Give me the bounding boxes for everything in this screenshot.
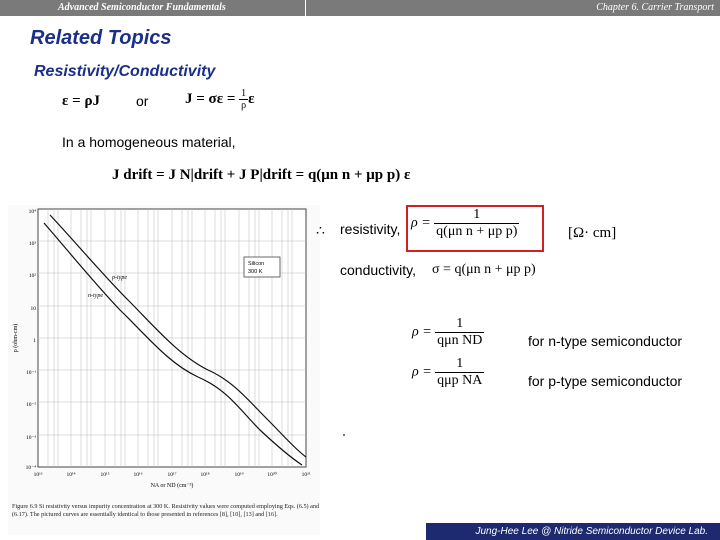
ptype-formula: ρ = $\frac{1}{\text{qμp NA}}$ [412, 356, 483, 388]
page-title: Related Topics [30, 27, 172, 49]
y-tick: 10⁴ [28, 209, 36, 215]
stray-dot [343, 434, 345, 436]
resistivity-label: resistivity, [340, 221, 401, 237]
resistivity-chart [8, 205, 320, 503]
homogeneous-text: In a homogeneous material, [62, 134, 236, 150]
x-axis-label: NA or ND (cm⁻³) [150, 483, 194, 489]
x-tick: 10¹⁷ [167, 472, 177, 478]
x-tick: 10¹⁹ [234, 472, 244, 478]
drift-current-equation: J drift = J N|drift + J P|drift = q(μn n + μp p) ε [112, 167, 411, 183]
legend-temp: 300 K [248, 269, 263, 275]
course-title: Advanced Semiconductor Fundamentals [58, 2, 226, 13]
y-tick: 10⁻¹ [25, 370, 36, 376]
resistivity-figure [8, 205, 320, 535]
conductivity-label: conductivity, [340, 262, 416, 278]
footer-credit: Jung-Hee Lee @ Nitride Semiconductor Device Lab. [475, 526, 708, 537]
or-text: or [136, 93, 149, 109]
y-tick: 1 [33, 338, 36, 344]
x-tick: 10¹³ [33, 472, 43, 478]
figure-caption: Figure 6.9 Si resistivity versus impurity concentration at 300 K. Resistivity values were computed employing Eqs. (6.5) and (6.17). The pictured curves are essentially identical to those presented in references [8], [10], [13] and [16]. [12, 503, 320, 518]
header-right-bar [306, 0, 720, 16]
therefore-symbol: ∴ [316, 222, 325, 238]
ptype-label: for p-type semiconductor [528, 373, 683, 389]
header-left-bar [0, 0, 305, 16]
ntype-label: n-type [88, 293, 103, 299]
section-subtitle: Resistivity/Conductivity [34, 63, 216, 80]
y-tick: 10⁻⁴ [25, 465, 36, 471]
ntype-formula: ρ = $\frac{1}{\text{qμn ND}}$ [412, 316, 483, 348]
y-tick: 10² [28, 273, 36, 279]
y-tick: 10 [30, 306, 36, 312]
x-tick: 10¹⁸ [200, 472, 210, 478]
y-tick: 10³ [28, 241, 36, 247]
x-tick: 10²¹ [301, 472, 311, 478]
resistivity-unit: [Ω· cm] [568, 225, 617, 241]
chapter-title: Chapter 6. Carrier Transport [596, 2, 714, 13]
x-tick: 10²⁰ [267, 472, 277, 478]
legend-silicon: Silicon [248, 261, 265, 267]
x-tick: 10¹⁵ [100, 472, 110, 478]
y-tick: 10⁻² [25, 402, 36, 408]
x-tick: 10¹⁴ [66, 472, 76, 478]
ptype-label: p-type [112, 275, 127, 281]
ntype-label: for n-type semiconductor [528, 333, 683, 349]
y-tick: 10⁻³ [25, 435, 36, 441]
x-tick: 10¹⁶ [133, 472, 143, 478]
resistivity-formula: ρ = $\frac{1}{\text{q(μn n + μp p)}}$ [411, 207, 518, 239]
ohm-law-resistivity: ε = ρJ [62, 93, 100, 109]
y-axis-label: ρ (ohm-cm) [13, 323, 19, 353]
footer-bar [426, 523, 720, 540]
ohm-law-conductivity: J = σε = $\frac{1}{\rho}$ ε [185, 88, 255, 111]
conductivity-formula: σ = q(μn n + μp p) [432, 262, 536, 277]
